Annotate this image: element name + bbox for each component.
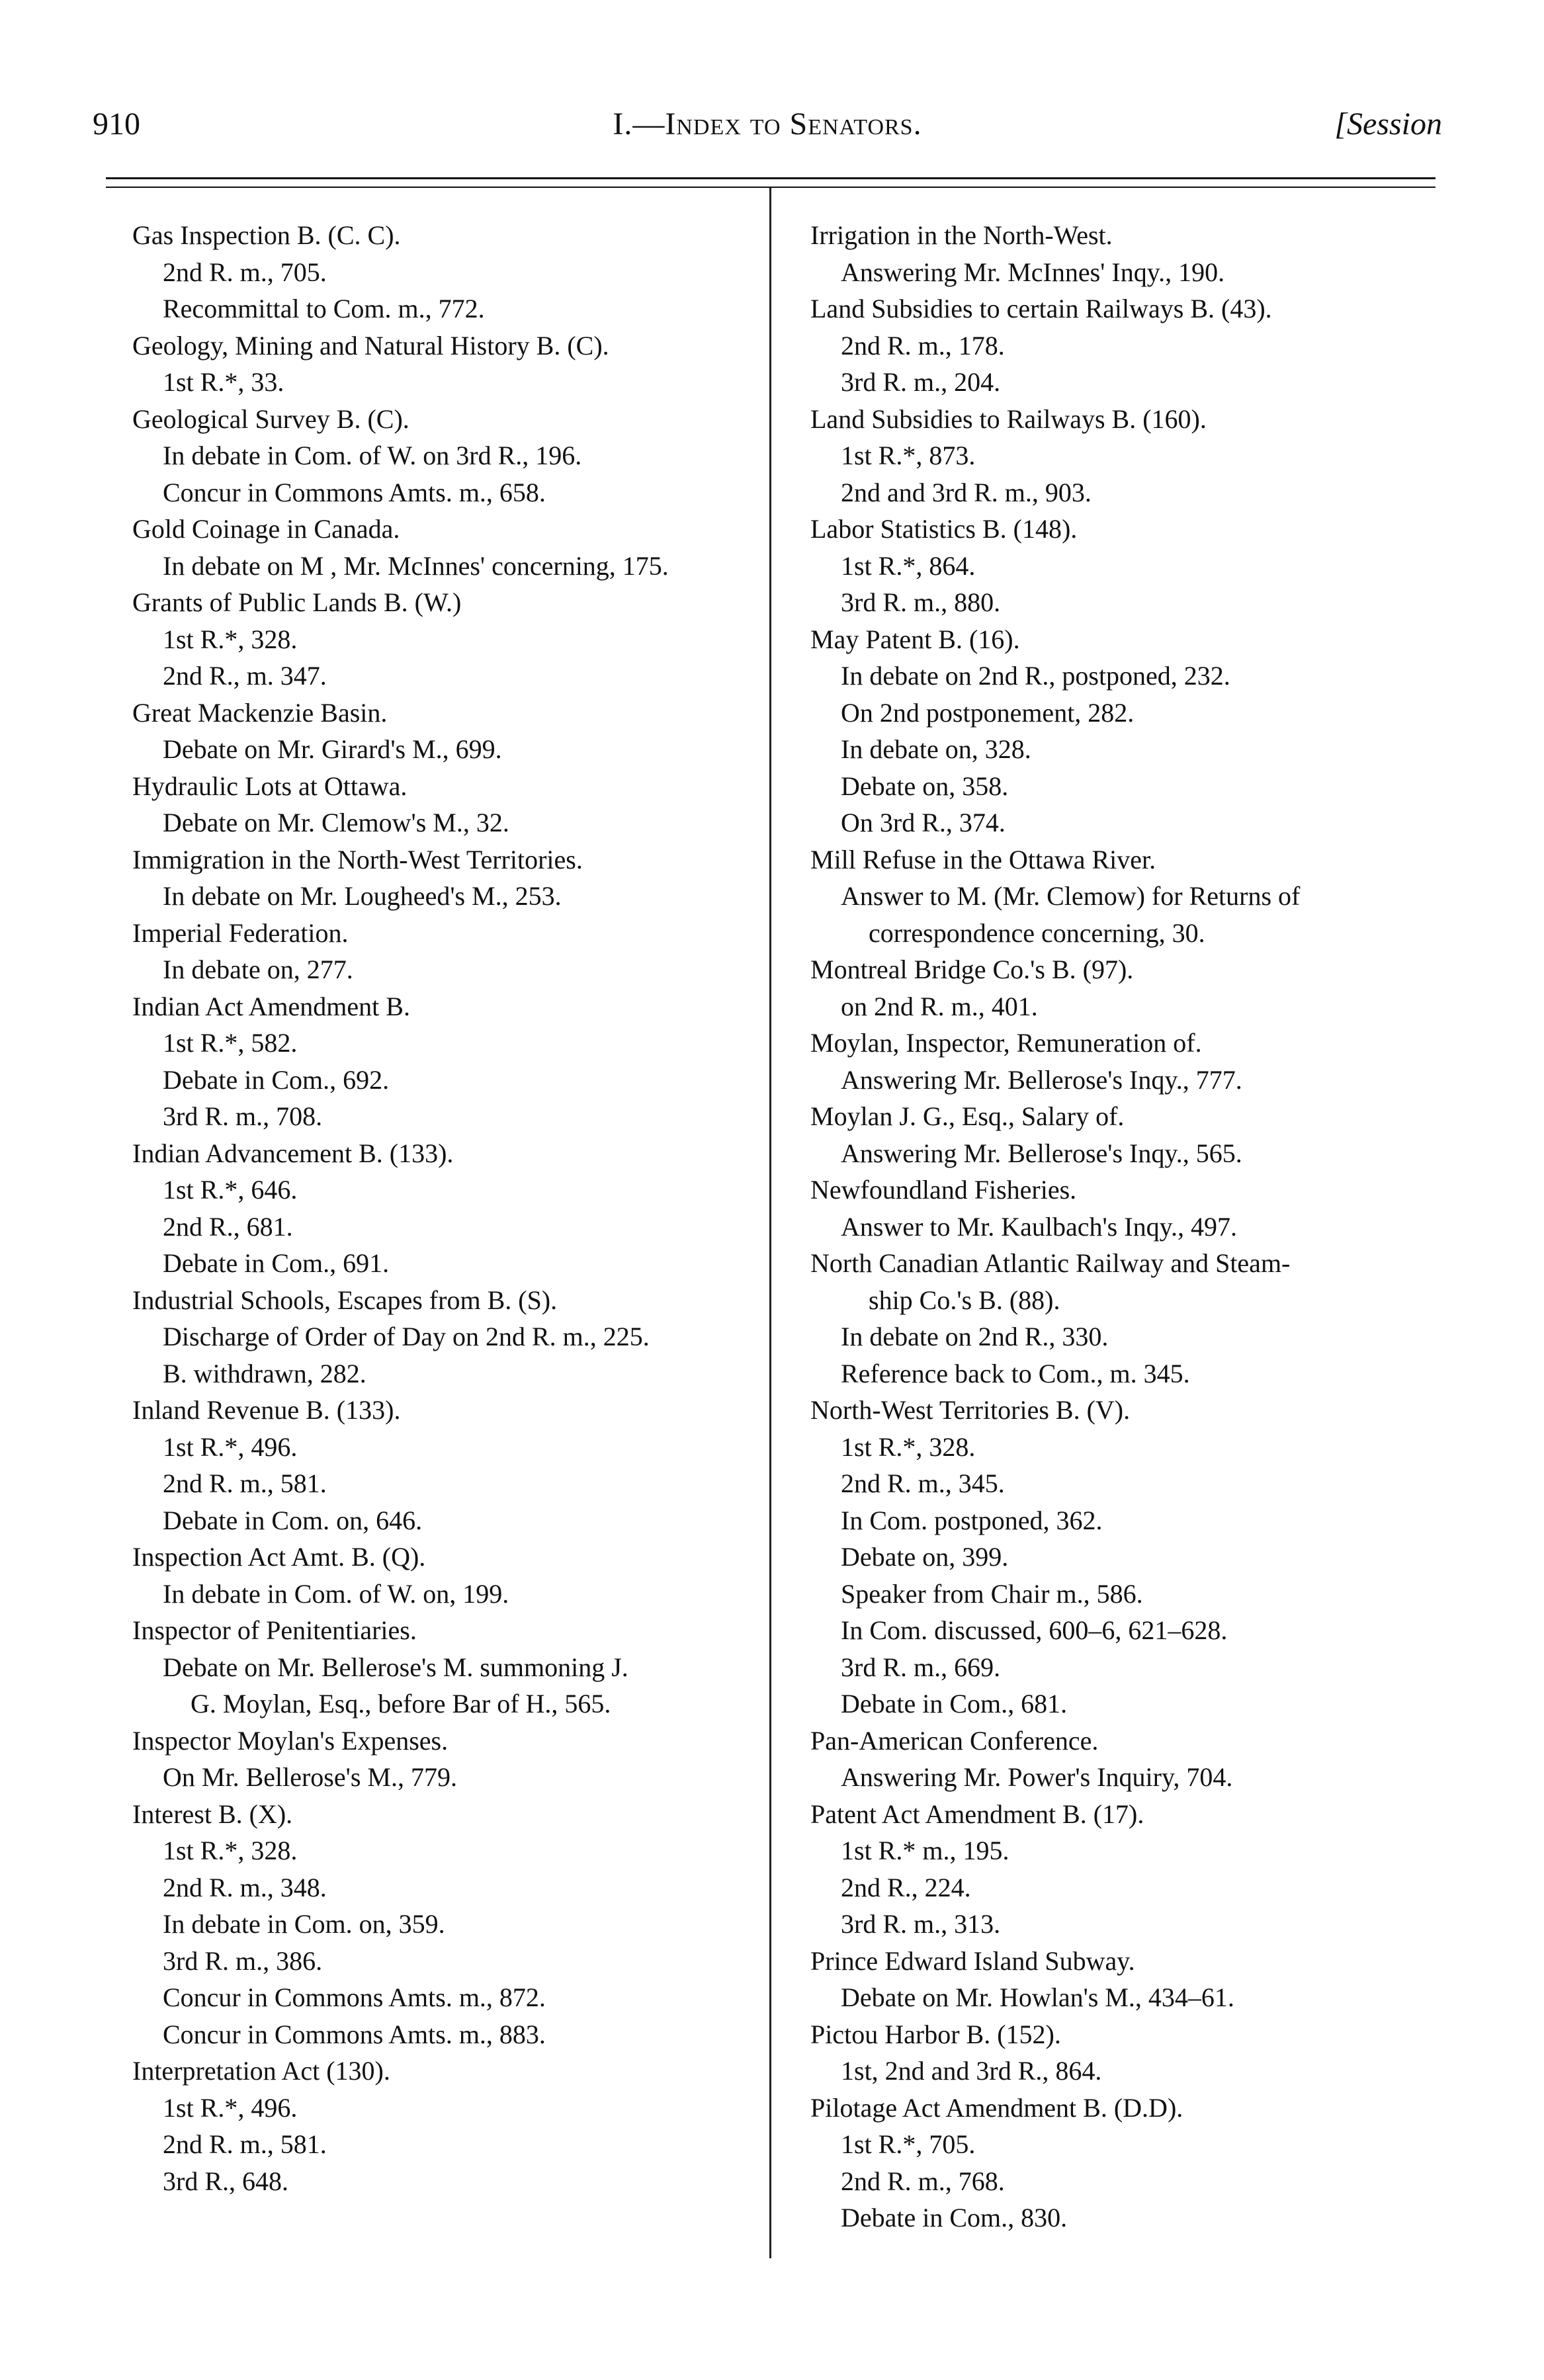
entry-reference: On 3rd R., 374. [841, 808, 1006, 837]
header-rule-top [106, 177, 1436, 179]
entry-reference: 3rd R., 648. [163, 2166, 288, 2196]
entry-title: Labor Statistics B. (148). [810, 514, 1078, 544]
entry-reference: In debate on, 277. [163, 955, 353, 984]
entry-title: Great Mackenzie Basin. [132, 697, 388, 728]
entry-reference: 1st R.*, 864. [841, 550, 976, 581]
entry-reference: Debate on Mr. Girard's M., 699. [163, 734, 502, 764]
entry-reference: In debate on, 328. [841, 734, 1031, 764]
entry-reference: 2nd R., m. 347. [163, 661, 327, 691]
entry-title: Geology, Mining and Natural History B. (C). [132, 330, 609, 361]
entry-title: Moylan J. G., Esq., Salary of. [810, 1101, 1125, 1131]
entry-title: Montreal Bridge Co.'s B. (97). [810, 955, 1134, 984]
index-entry [132, 1612, 764, 1722]
index-entry [132, 217, 764, 327]
entry-reference: 2nd R. m., 581. [163, 2129, 327, 2159]
entry-reference: Debate on, 358. [841, 771, 1009, 801]
entry-reference: Answering Mr. Bellerose's Inqy., 777. [841, 1064, 1242, 1095]
entry-reference: Answer to M. (Mr. Clemow) for Returns of [841, 881, 1301, 911]
entry-reference: Debate in Com., 691. [163, 1248, 390, 1278]
entry-title: Land Subsidies to Railways B. (160). [810, 404, 1207, 434]
index-entry [132, 1392, 764, 1539]
index-entry [132, 1722, 764, 1796]
entry-reference: 2nd R., 224. [841, 1872, 971, 1902]
entry-reference: 1st R.*, 646. [163, 1175, 298, 1205]
entry-reference: 1st, 2nd and 3rd R., 864. [841, 2056, 1102, 2086]
entry-reference: In debate on Mr. Lougheed's M., 253. [163, 881, 562, 911]
entry-reference: 1st R.*, 496. [163, 2092, 298, 2123]
entry-reference: Concur in Commons Amts. m., 883. [163, 2019, 546, 2049]
entry-reference: Discharge of Order of Day on 2nd R. m., 225. [163, 1322, 650, 1351]
entry-reference: 2nd R. m., 348. [163, 1872, 327, 1902]
entry-reference-continuation: G. Moylan, Esq., before Bar of H., 565. [191, 1689, 611, 1719]
entry-title: Prince Edward Island Subway. [810, 1945, 1135, 1976]
entry-reference: Speaker from Chair m., 586. [841, 1578, 1143, 1609]
index-entry [132, 2053, 764, 2199]
entry-reference: In debate in Com. of W. on 3rd R., 196. [163, 441, 582, 470]
entry-reference: On Mr. Bellerose's M., 779. [163, 1762, 457, 1792]
entry-title: Interpretation Act (130). [132, 2056, 390, 2086]
entry-title: Immigration in the North-West Territories. [132, 844, 583, 874]
index-entry [810, 217, 1442, 290]
entry-title: May Patent B. (16). [810, 624, 1020, 654]
entry-reference: Debate in Com., 830. [841, 2203, 1068, 2232]
entry-reference: In debate in Com. on, 359. [163, 1909, 445, 1939]
entry-reference: 3rd R. m., 204. [841, 367, 1001, 397]
index-entry [810, 1796, 1442, 1943]
index-column-left [132, 217, 764, 2199]
entry-title: Gas Inspection B. (C. C). [132, 220, 401, 250]
index-entry [810, 511, 1442, 621]
index-entry [132, 401, 764, 511]
entry-reference: In debate on 2nd R., postponed, 232. [841, 661, 1230, 691]
entry-title: Imperial Federation. [132, 917, 349, 948]
entry-title: Gold Coinage in Canada. [132, 514, 400, 544]
entry-reference: Debate on Mr. Bellerose's M. summoning J. [163, 1652, 628, 1682]
entry-reference: In Com. discussed, 600–6, 621–628. [841, 1615, 1228, 1645]
index-entry [810, 951, 1442, 1025]
entry-reference: 3rd R. m., 669. [841, 1652, 1001, 1682]
index-entry [810, 1943, 1442, 2016]
entry-reference: Debate on, 399. [841, 1542, 1009, 1572]
entry-reference: In debate in Com. of W. on, 199. [163, 1578, 509, 1609]
entry-title: Hydraulic Lots at Ottawa. [132, 771, 407, 801]
entry-reference: 1st R.*, 328. [163, 1836, 298, 1865]
entry-reference: Answering Mr. Power's Inquiry, 704. [841, 1762, 1233, 1792]
entry-reference: 1st R.*, 496. [163, 1431, 298, 1462]
session-label: [Session [1334, 106, 1442, 142]
entry-title: Irrigation in the North-West. [810, 220, 1113, 250]
column-divider [769, 188, 771, 2258]
index-entry [810, 1025, 1442, 1098]
entry-title: Pictou Harbor B. (152). [810, 2019, 1061, 2049]
index-entry [132, 768, 764, 841]
entry-reference: On 2nd postponement, 282. [841, 697, 1135, 728]
entry-reference: Debate in Com., 692. [163, 1064, 390, 1095]
entry-reference: Debate on Mr. Clemow's M., 32. [163, 808, 509, 837]
entry-reference: 2nd R. m., 581. [163, 1468, 327, 1498]
index-entry [810, 290, 1442, 401]
index-entry [810, 1171, 1442, 1245]
running-title: I.—Index to Senators. [613, 106, 922, 142]
index-entry [132, 988, 764, 1135]
entry-reference: 2nd R. m., 178. [841, 330, 1005, 361]
entry-reference: 1st R.* m., 195. [841, 1836, 1009, 1865]
entry-reference: Answer to Mr. Kaulbach's Inqy., 497. [841, 1211, 1237, 1242]
entry-title: Indian Act Amendment B. [132, 991, 410, 1021]
entry-reference: Concur in Commons Amts. m., 658. [163, 477, 546, 507]
entry-reference: 3rd R. m., 313. [841, 1909, 1001, 1939]
entry-title: Inspector of Penitentiaries. [132, 1615, 417, 1645]
index-entry [810, 401, 1442, 511]
index-entry [810, 1722, 1442, 1796]
entry-title: Newfoundland Fisheries. [810, 1175, 1077, 1205]
entry-reference: 1st R.*, 328. [841, 1431, 976, 1462]
page-header [93, 106, 1442, 159]
entry-title: Inland Revenue B. (133). [132, 1395, 401, 1425]
index-entry [132, 695, 764, 768]
entry-title-continuation: ship Co.'s B. (88). [869, 1285, 1060, 1315]
entry-title: Geological Survey B. (C). [132, 404, 409, 434]
entry-title: Inspector Moylan's Expenses. [132, 1725, 449, 1756]
index-entry [132, 327, 764, 401]
entry-reference: 3rd R. m., 386. [163, 1945, 323, 1976]
index-entry [810, 1392, 1442, 1722]
index-entry [810, 621, 1442, 841]
index-entry [810, 2016, 1442, 2090]
entry-reference: Debate in Com. on, 646. [163, 1505, 423, 1535]
entry-reference: 2nd and 3rd R. m., 903. [841, 477, 1092, 507]
entry-title: Patent Act Amendment B. (17). [810, 1799, 1144, 1829]
entry-reference: 1st R.*, 328. [163, 624, 298, 654]
entry-title: Mill Refuse in the Ottawa River. [810, 844, 1156, 874]
entry-title: Grants of Public Lands B. (W.) [132, 587, 462, 617]
index-entry [132, 915, 764, 988]
entry-title: North-West Territories B. (V). [810, 1395, 1131, 1425]
entry-reference: 2nd R. m., 768. [841, 2166, 1005, 2196]
entry-title: Pilotage Act Amendment B. (D.D). [810, 2092, 1183, 2123]
entry-reference: B. withdrawn, 282. [163, 1358, 366, 1388]
index-entry [132, 1539, 764, 1612]
index-entry [132, 1282, 764, 1392]
entry-reference: Answering Mr. Bellerose's Inqy., 565. [841, 1138, 1242, 1168]
index-entry [132, 841, 764, 915]
entry-title: Industrial Schools, Escapes from B. (S). [132, 1285, 558, 1315]
entry-reference: 2nd R., 681. [163, 1211, 293, 1242]
index-entry [132, 584, 764, 695]
entry-reference: 1st R.*, 33. [163, 367, 284, 397]
entry-title: Inspection Act Amt. B. (Q). [132, 1542, 426, 1572]
entry-reference: Recommittal to Com. m., 772. [163, 294, 485, 323]
entry-reference: In debate on M , Mr. McInnes' concerning, 175. [163, 550, 669, 581]
entry-reference: 2nd R. m., 345. [841, 1468, 1005, 1498]
entry-reference: Debate on Mr. Howlan's M., 434–61. [841, 1982, 1234, 2012]
entry-title: Pan-American Conference. [810, 1725, 1099, 1756]
entry-reference: 2nd R. m., 705. [163, 257, 327, 287]
entry-reference: 3rd R. m., 708. [163, 1101, 323, 1131]
entry-reference: Answering Mr. McInnes' Inqy., 190. [841, 257, 1225, 287]
entry-title: Interest B. (X). [132, 1799, 293, 1829]
entry-title: Indian Advancement B. (133). [132, 1138, 454, 1168]
entry-title: Moylan, Inspector, Remuneration of. [810, 1028, 1202, 1058]
entry-title: North Canadian Atlantic Railway and Steam- [810, 1248, 1291, 1278]
entry-title: Land Subsidies to certain Railways B. (43). [810, 294, 1272, 323]
entry-reference: Reference back to Com., m. 345. [841, 1358, 1190, 1388]
entry-reference: Concur in Commons Amts. m., 872. [163, 1982, 546, 2012]
page-number: 910 [93, 106, 140, 142]
index-column-right [810, 217, 1442, 2236]
entry-reference: Debate in Com., 681. [841, 1689, 1068, 1719]
entry-reference: 1st R.*, 582. [163, 1028, 298, 1058]
index-entry [810, 2090, 1442, 2236]
entry-reference: In Com. postponed, 362. [841, 1505, 1103, 1535]
index-entry [132, 511, 764, 584]
index-entry [132, 1135, 764, 1282]
entry-reference: on 2nd R. m., 401. [841, 991, 1038, 1021]
entry-reference: 3rd R. m., 880. [841, 587, 1001, 617]
index-entry [810, 841, 1442, 952]
index-entry [810, 1098, 1442, 1171]
entry-reference-continuation: correspondence concerning, 30. [869, 917, 1205, 948]
index-entry [132, 1796, 764, 2053]
entry-reference: 1st R.*, 873. [841, 441, 976, 470]
entry-reference: 1st R.*, 705. [841, 2129, 976, 2159]
entry-reference: In debate on 2nd R., 330. [841, 1322, 1109, 1351]
index-entry [810, 1245, 1442, 1392]
